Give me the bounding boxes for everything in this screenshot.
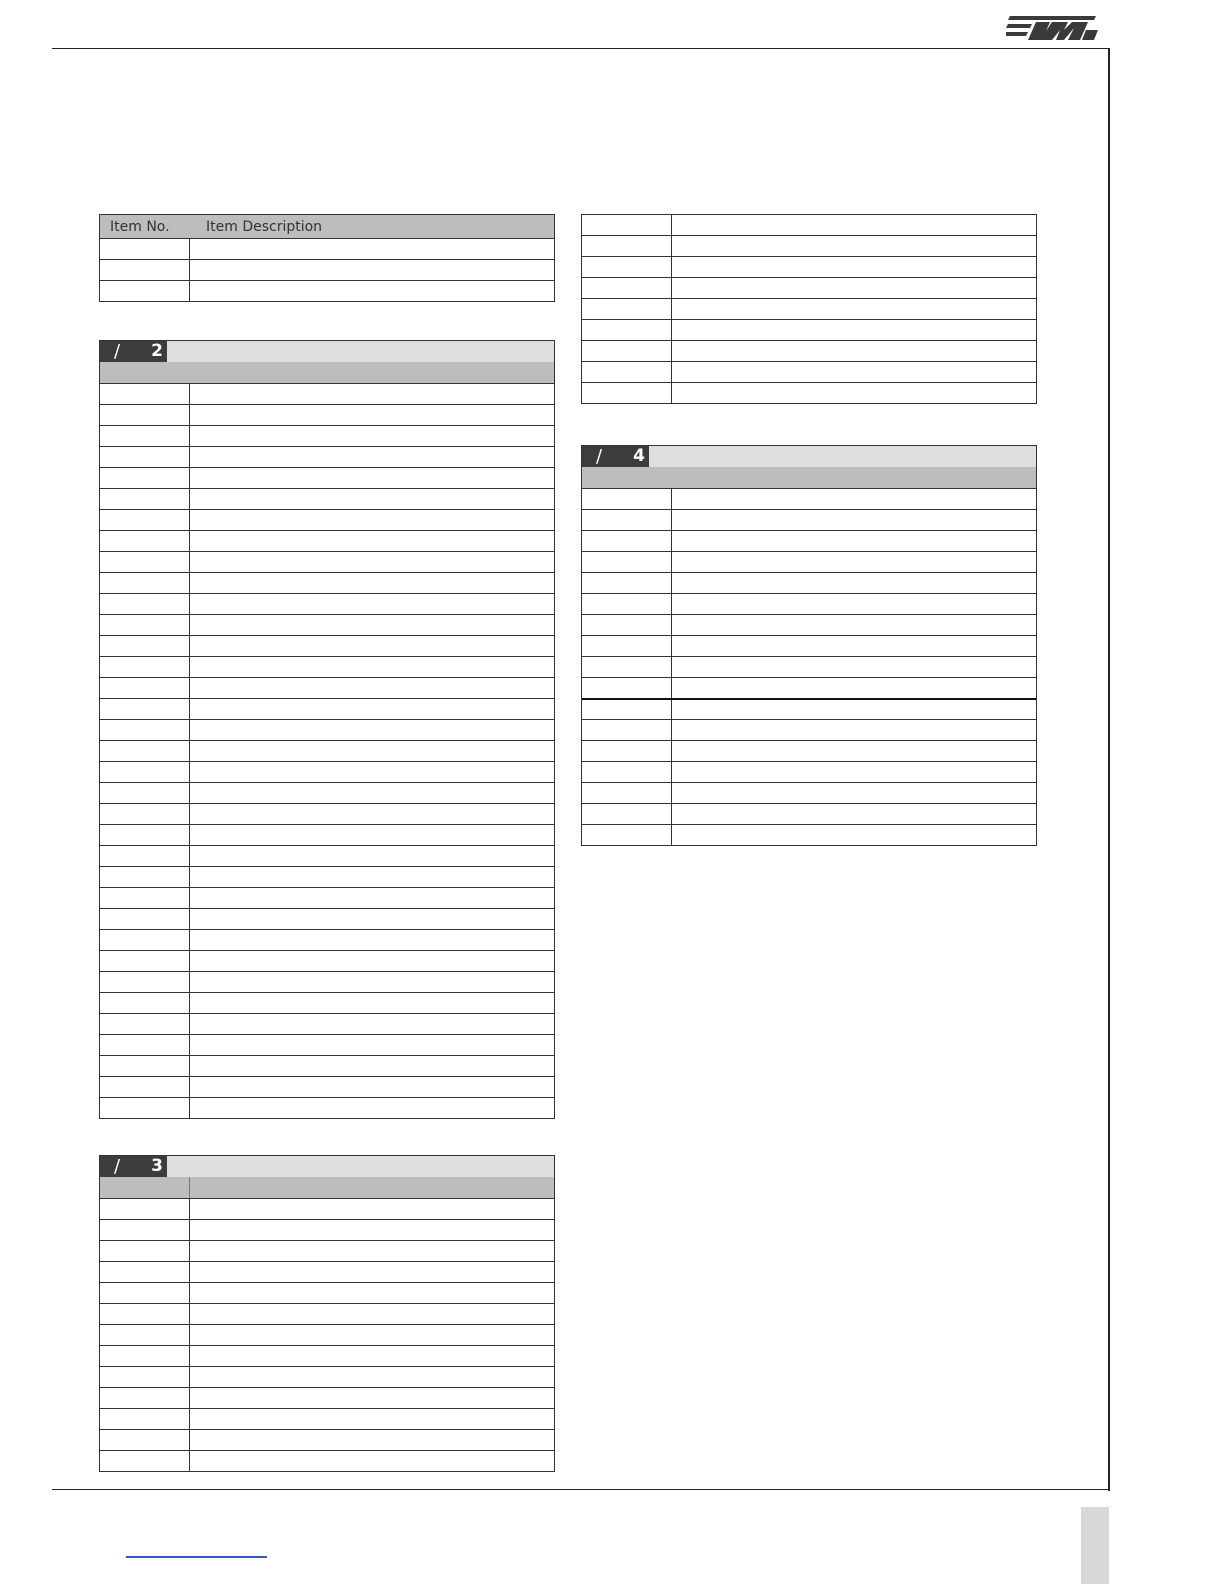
section-4-table	[581, 445, 1037, 846]
continued-parts-table	[581, 214, 1037, 404]
table-row	[100, 887, 554, 908]
section-2-rows	[100, 383, 554, 1118]
table-row	[582, 740, 1036, 761]
table-row	[100, 1366, 554, 1387]
item-description-cell	[190, 804, 554, 824]
item-no-cell	[582, 236, 672, 256]
item-no-cell	[100, 888, 190, 908]
section-2-subheader	[100, 362, 554, 383]
item-no-cell	[100, 720, 190, 740]
item-description-cell	[190, 636, 554, 656]
table-row	[582, 677, 1036, 698]
item-description-cell	[190, 1304, 554, 1324]
item-description-cell	[672, 678, 1036, 698]
item-no-cell	[582, 510, 672, 530]
table-row	[582, 572, 1036, 593]
header-item-description: Item Description	[206, 218, 323, 235]
item-description-cell	[190, 1014, 554, 1034]
table-row	[582, 635, 1036, 656]
item-no-cell	[582, 362, 672, 382]
table-row	[100, 1408, 554, 1429]
item-description-cell	[672, 741, 1036, 761]
item-description-cell	[672, 636, 1036, 656]
item-description-cell	[190, 1262, 554, 1282]
item-no-cell	[100, 384, 190, 404]
table-row	[100, 992, 554, 1013]
item-description-cell	[672, 552, 1036, 572]
item-no-cell	[100, 657, 190, 677]
item-description-cell	[190, 1220, 554, 1240]
item-no-cell	[100, 783, 190, 803]
table-row	[582, 235, 1036, 256]
item-no-cell	[100, 531, 190, 551]
item-description-cell	[190, 447, 554, 467]
table-row	[100, 259, 554, 280]
item-no-cell	[582, 720, 672, 740]
section-4-tab	[582, 446, 649, 467]
item-no-cell	[100, 1077, 190, 1097]
item-no-cell	[100, 1283, 190, 1303]
item-no-cell	[582, 615, 672, 635]
table-row	[100, 950, 554, 971]
table-row	[582, 340, 1036, 361]
item-no-cell	[100, 1367, 190, 1387]
table-row	[100, 824, 554, 845]
item-description-cell	[190, 762, 554, 782]
item-no-cell	[582, 783, 672, 803]
item-description-cell	[672, 341, 1036, 361]
item-no-cell	[100, 741, 190, 761]
item-description-cell	[190, 239, 554, 259]
table-row	[100, 530, 554, 551]
table-row	[582, 719, 1036, 740]
item-no-cell	[582, 299, 672, 319]
item-description-cell	[672, 531, 1036, 551]
item-description-cell	[190, 846, 554, 866]
item-no-cell	[582, 341, 672, 361]
item-description-cell	[190, 615, 554, 635]
table-row	[100, 908, 554, 929]
table-row	[100, 1282, 554, 1303]
item-no-cell	[100, 1056, 190, 1076]
item-no-cell	[100, 489, 190, 509]
item-description-cell	[672, 783, 1036, 803]
item-no-cell	[100, 825, 190, 845]
table-row	[100, 383, 554, 404]
table-row	[100, 1034, 554, 1055]
table-row	[100, 1429, 554, 1450]
item-no-cell	[100, 1346, 190, 1366]
table-row	[582, 530, 1036, 551]
item-description-cell	[672, 720, 1036, 740]
item-description-cell	[190, 930, 554, 950]
item-no-cell	[582, 804, 672, 824]
item-no-cell	[100, 1098, 190, 1118]
table-row	[100, 761, 554, 782]
item-description-cell	[190, 1077, 554, 1097]
section-3-tab	[100, 1156, 167, 1177]
item-description-cell	[672, 700, 1036, 719]
table-row	[582, 298, 1036, 319]
table-row	[100, 929, 554, 950]
item-description-cell	[190, 867, 554, 887]
item-description-cell	[672, 236, 1036, 256]
item-no-cell	[100, 1388, 190, 1408]
item-description-cell	[672, 510, 1036, 530]
item-no-cell	[582, 741, 672, 761]
section-4-title-bar	[582, 446, 1036, 467]
table-row	[100, 509, 554, 530]
table-row	[100, 803, 554, 824]
item-no-cell	[100, 951, 190, 971]
item-no-cell	[100, 972, 190, 992]
section-3-slash: /	[114, 1156, 121, 1177]
item-description-cell	[190, 993, 554, 1013]
section-4-slash: /	[596, 446, 603, 467]
item-description-cell	[190, 783, 554, 803]
item-no-cell	[100, 867, 190, 887]
brand-logo	[1006, 14, 1098, 42]
item-no-cell	[100, 636, 190, 656]
item-no-cell	[100, 846, 190, 866]
table-row	[100, 488, 554, 509]
item-no-cell	[100, 1262, 190, 1282]
item-description-cell	[190, 1325, 554, 1345]
table-row	[100, 698, 554, 719]
item-description-cell	[672, 657, 1036, 677]
item-no-cell	[100, 1014, 190, 1034]
section-4-subheader	[582, 467, 1036, 488]
section-2-number: 2	[151, 341, 163, 361]
item-description-cell	[190, 405, 554, 425]
table-row	[582, 761, 1036, 782]
item-no-cell	[100, 552, 190, 572]
table-row	[100, 572, 554, 593]
parts-table-rows	[100, 238, 554, 301]
section-2-slash: /	[114, 341, 121, 362]
section-4-number: 4	[633, 446, 645, 466]
item-description-cell	[672, 573, 1036, 593]
item-description-cell	[190, 1367, 554, 1387]
table-row	[100, 1450, 554, 1471]
table-row	[582, 319, 1036, 340]
item-description-cell	[672, 594, 1036, 614]
table-row	[582, 382, 1036, 403]
item-description-cell	[190, 1241, 554, 1261]
table-row	[582, 614, 1036, 635]
section-2-title-bar	[100, 341, 554, 362]
table-row	[582, 824, 1036, 845]
table-row	[100, 782, 554, 803]
table-row	[100, 1198, 554, 1219]
item-description-cell	[672, 489, 1036, 509]
item-no-cell	[100, 1199, 190, 1219]
table-row	[100, 1097, 554, 1118]
item-description-cell	[190, 909, 554, 929]
table-row	[100, 425, 554, 446]
item-no-cell	[582, 636, 672, 656]
item-no-cell	[582, 573, 672, 593]
item-description-cell	[190, 1199, 554, 1219]
item-description-cell	[190, 1056, 554, 1076]
table-row	[100, 238, 554, 259]
section-3-title-bar	[100, 1156, 554, 1177]
table-row	[582, 698, 1036, 719]
table-row	[100, 280, 554, 301]
item-no-cell	[100, 678, 190, 698]
parts-table-header	[100, 215, 554, 238]
item-no-cell	[582, 531, 672, 551]
item-description-cell	[672, 362, 1036, 382]
item-description-cell	[672, 320, 1036, 340]
item-description-cell	[190, 972, 554, 992]
item-description-cell	[190, 1283, 554, 1303]
item-no-cell	[100, 239, 190, 259]
item-no-cell	[100, 594, 190, 614]
item-description-cell	[190, 468, 554, 488]
table-row	[582, 361, 1036, 382]
item-description-cell	[190, 951, 554, 971]
item-description-cell	[190, 720, 554, 740]
item-description-cell	[190, 384, 554, 404]
header-item-no: Item No.	[110, 218, 170, 235]
continued-parts-rows	[582, 214, 1036, 403]
item-description-cell	[190, 888, 554, 908]
item-description-cell	[190, 426, 554, 446]
table-row	[100, 635, 554, 656]
item-no-cell	[582, 278, 672, 298]
item-description-cell	[672, 257, 1036, 277]
item-no-cell	[100, 426, 190, 446]
item-description-cell	[190, 1388, 554, 1408]
section-3-table	[99, 1155, 555, 1472]
item-description-cell	[190, 1430, 554, 1450]
table-row	[100, 719, 554, 740]
item-no-cell	[582, 594, 672, 614]
table-row	[582, 593, 1036, 614]
section-2-tab	[100, 341, 167, 362]
table-row	[100, 1324, 554, 1345]
section-2-table	[99, 340, 555, 1119]
item-description-cell	[190, 678, 554, 698]
item-no-cell	[582, 320, 672, 340]
table-row	[100, 1076, 554, 1097]
item-no-cell	[100, 993, 190, 1013]
item-description-cell	[672, 615, 1036, 635]
table-row	[582, 803, 1036, 824]
item-description-cell	[190, 699, 554, 719]
item-no-cell	[100, 1430, 190, 1450]
table-row	[100, 593, 554, 614]
header-rule	[52, 48, 1110, 49]
section-3-number: 3	[151, 1156, 163, 1176]
item-description-cell	[190, 594, 554, 614]
item-description-cell	[672, 825, 1036, 845]
item-no-cell	[582, 215, 672, 235]
table-row	[100, 404, 554, 425]
item-description-cell	[190, 281, 554, 301]
table-row	[100, 1013, 554, 1034]
table-row	[100, 1261, 554, 1282]
table-row	[100, 677, 554, 698]
item-no-cell	[100, 573, 190, 593]
item-no-cell	[582, 700, 672, 719]
footer-rule	[52, 1489, 1110, 1490]
item-no-cell	[100, 1035, 190, 1055]
item-description-cell	[190, 1346, 554, 1366]
table-row	[582, 214, 1036, 235]
table-row	[100, 971, 554, 992]
item-description-cell	[190, 489, 554, 509]
item-no-cell	[100, 1325, 190, 1345]
table-row	[100, 1387, 554, 1408]
item-description-cell	[190, 573, 554, 593]
section-3-rows	[100, 1198, 554, 1471]
table-row	[582, 256, 1036, 277]
item-description-cell	[190, 1451, 554, 1471]
item-no-cell	[582, 762, 672, 782]
item-no-cell	[100, 1451, 190, 1471]
item-no-cell	[100, 1409, 190, 1429]
table-row	[100, 1055, 554, 1076]
table-row	[100, 467, 554, 488]
item-description-cell	[672, 804, 1036, 824]
item-no-cell	[100, 930, 190, 950]
item-no-cell	[582, 678, 672, 698]
item-description-cell	[190, 552, 554, 572]
table-row	[582, 656, 1036, 677]
item-description-cell	[190, 1098, 554, 1118]
table-row	[582, 509, 1036, 530]
item-no-cell	[582, 489, 672, 509]
item-no-cell	[100, 1304, 190, 1324]
item-description-cell	[672, 299, 1036, 319]
item-no-cell	[100, 1241, 190, 1261]
item-description-cell	[672, 383, 1036, 403]
item-no-cell	[100, 510, 190, 530]
item-description-cell	[672, 278, 1036, 298]
item-description-cell	[190, 531, 554, 551]
table-row	[100, 446, 554, 467]
table-row	[100, 1345, 554, 1366]
footer-link[interactable]	[126, 1556, 267, 1558]
item-no-cell	[100, 447, 190, 467]
item-no-cell	[100, 615, 190, 635]
item-description-cell	[672, 215, 1036, 235]
item-no-cell	[100, 260, 190, 280]
item-no-cell	[100, 468, 190, 488]
table-row	[100, 845, 554, 866]
item-description-cell	[190, 657, 554, 677]
item-description-cell	[190, 510, 554, 530]
item-description-cell	[190, 741, 554, 761]
item-no-cell	[100, 281, 190, 301]
item-no-cell	[582, 825, 672, 845]
item-description-cell	[190, 825, 554, 845]
table-row	[100, 656, 554, 677]
item-no-cell	[100, 699, 190, 719]
table-row	[100, 866, 554, 887]
section-3-subheader	[100, 1177, 554, 1198]
page-edge-tab	[1081, 1507, 1109, 1584]
item-description-cell	[190, 1035, 554, 1055]
item-no-cell	[100, 909, 190, 929]
item-no-cell	[100, 1220, 190, 1240]
parts-list-table	[99, 214, 555, 302]
table-row	[582, 277, 1036, 298]
table-row	[100, 551, 554, 572]
table-row	[100, 1303, 554, 1324]
item-description-cell	[190, 1409, 554, 1429]
table-row	[100, 1240, 554, 1261]
item-no-cell	[582, 383, 672, 403]
item-no-cell	[582, 657, 672, 677]
table-row	[100, 740, 554, 761]
table-row	[582, 488, 1036, 509]
item-description-cell	[190, 260, 554, 280]
right-frame-rule	[1108, 48, 1110, 1491]
item-no-cell	[100, 405, 190, 425]
item-description-cell	[672, 762, 1036, 782]
table-row	[100, 1219, 554, 1240]
section-4-rows	[582, 488, 1036, 845]
item-no-cell	[582, 257, 672, 277]
item-no-cell	[100, 804, 190, 824]
table-row	[100, 614, 554, 635]
item-no-cell	[100, 762, 190, 782]
item-no-cell	[582, 552, 672, 572]
table-row	[582, 551, 1036, 572]
section-3-subheader-col1	[100, 1177, 190, 1198]
table-row	[582, 782, 1036, 803]
